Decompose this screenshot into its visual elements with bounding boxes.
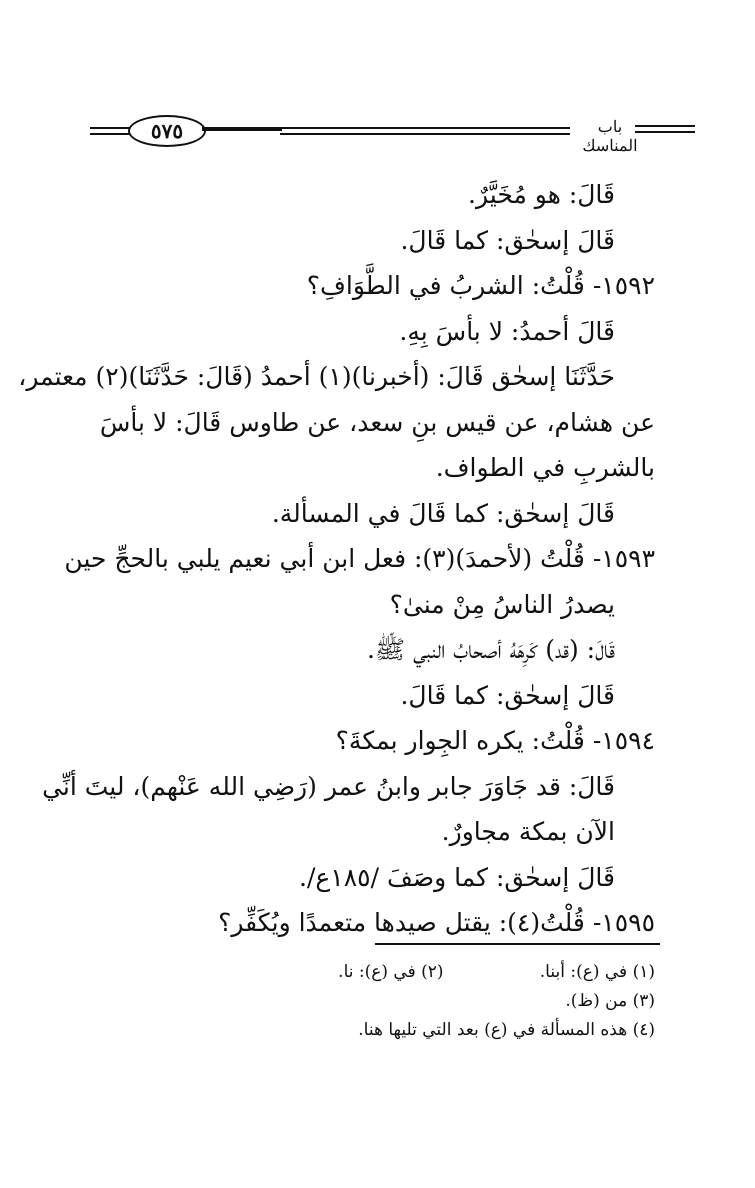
text-line: الآن بمكة مجاورٌ.: [441, 817, 615, 846]
text-line: قَالَ إسحٰق: كما قَالَ.: [400, 680, 615, 710]
page-number: ٥٧٥: [128, 115, 206, 147]
footnotes: [92, 958, 655, 1045]
question-heading: ١٥٩٥- قُلْتُ(٤): يقتل صيدها متعمدًا ويُكَفِّر؟: [218, 908, 655, 937]
question-heading: ١٥٩٣- قُلْتُ (لأحمدَ)(٣): فعل ابن أبي نعيم يلبي بالحجِّ حين: [64, 544, 655, 573]
text-line: قَالَ: هو مُخَيَّرٌ.: [468, 180, 615, 209]
header-bar: [202, 127, 282, 131]
header-rule: [90, 133, 130, 135]
header-rule: [635, 125, 695, 127]
footnote-2: (٢) في (ع): نا.: [338, 962, 444, 982]
footnote-row: [92, 958, 655, 987]
header-rule: [280, 127, 570, 129]
text-line: قَالَ: (قد) كَرِهَهُ أصحابُ النبي ﷺ.: [366, 635, 615, 664]
text-line: قَالَ إسحٰق: كما وصَفَ /١٨٥ع/.: [299, 862, 615, 892]
chapter-title: باب المناسك: [582, 117, 638, 155]
footnote-separator: [375, 943, 660, 945]
footnote-1: (١) في (ع): أبنا.: [539, 962, 655, 982]
text-line: عن هشام، عن قيس بنِ سعد، عن طاوس قَالَ: لا بأسَ: [99, 407, 655, 437]
header-rule: [280, 133, 570, 135]
text-line: قَالَ إسحٰق: كما قَالَ في المسألة.: [271, 498, 615, 528]
body-text: [18, 172, 655, 946]
footnote-4: (٤) هذه المسألة في (ع) بعد التي تليها هنا.: [358, 1020, 655, 1040]
page-header: [90, 113, 655, 155]
question-heading: ١٥٩٢- قُلْتُ: الشربُ في الطَّوَافِ؟: [306, 271, 655, 300]
question-heading: ١٥٩٤- قُلْتُ: يكره الجِوار بمكةَ؟: [335, 726, 655, 755]
text-line: حَدَّثَنَا إسحٰق قَالَ: (أخبرنا)(١) أحمدُ (قَالَ: حَدَّثَنَا)(٢) معتمر،: [18, 362, 615, 391]
footnote-3: (٣) من (ظ).: [565, 991, 655, 1011]
text-line: يصدرُ الناسُ مِنْ منىٰ؟: [389, 589, 615, 619]
header-rule: [90, 127, 130, 129]
text-line: قَالَ أحمدُ: لا بأسَ بِهِ.: [399, 316, 615, 346]
text-line: قَالَ: قد جَاوَرَ جابر وابنُ عمر (رَضِي الله عَنْهم)، ليتَ أنِّي: [42, 771, 615, 801]
header-rule: [635, 131, 695, 133]
text-line: بالشربِ في الطواف.: [435, 453, 655, 482]
text-line: قَالَ إسحٰق: كما قَالَ.: [400, 225, 615, 255]
